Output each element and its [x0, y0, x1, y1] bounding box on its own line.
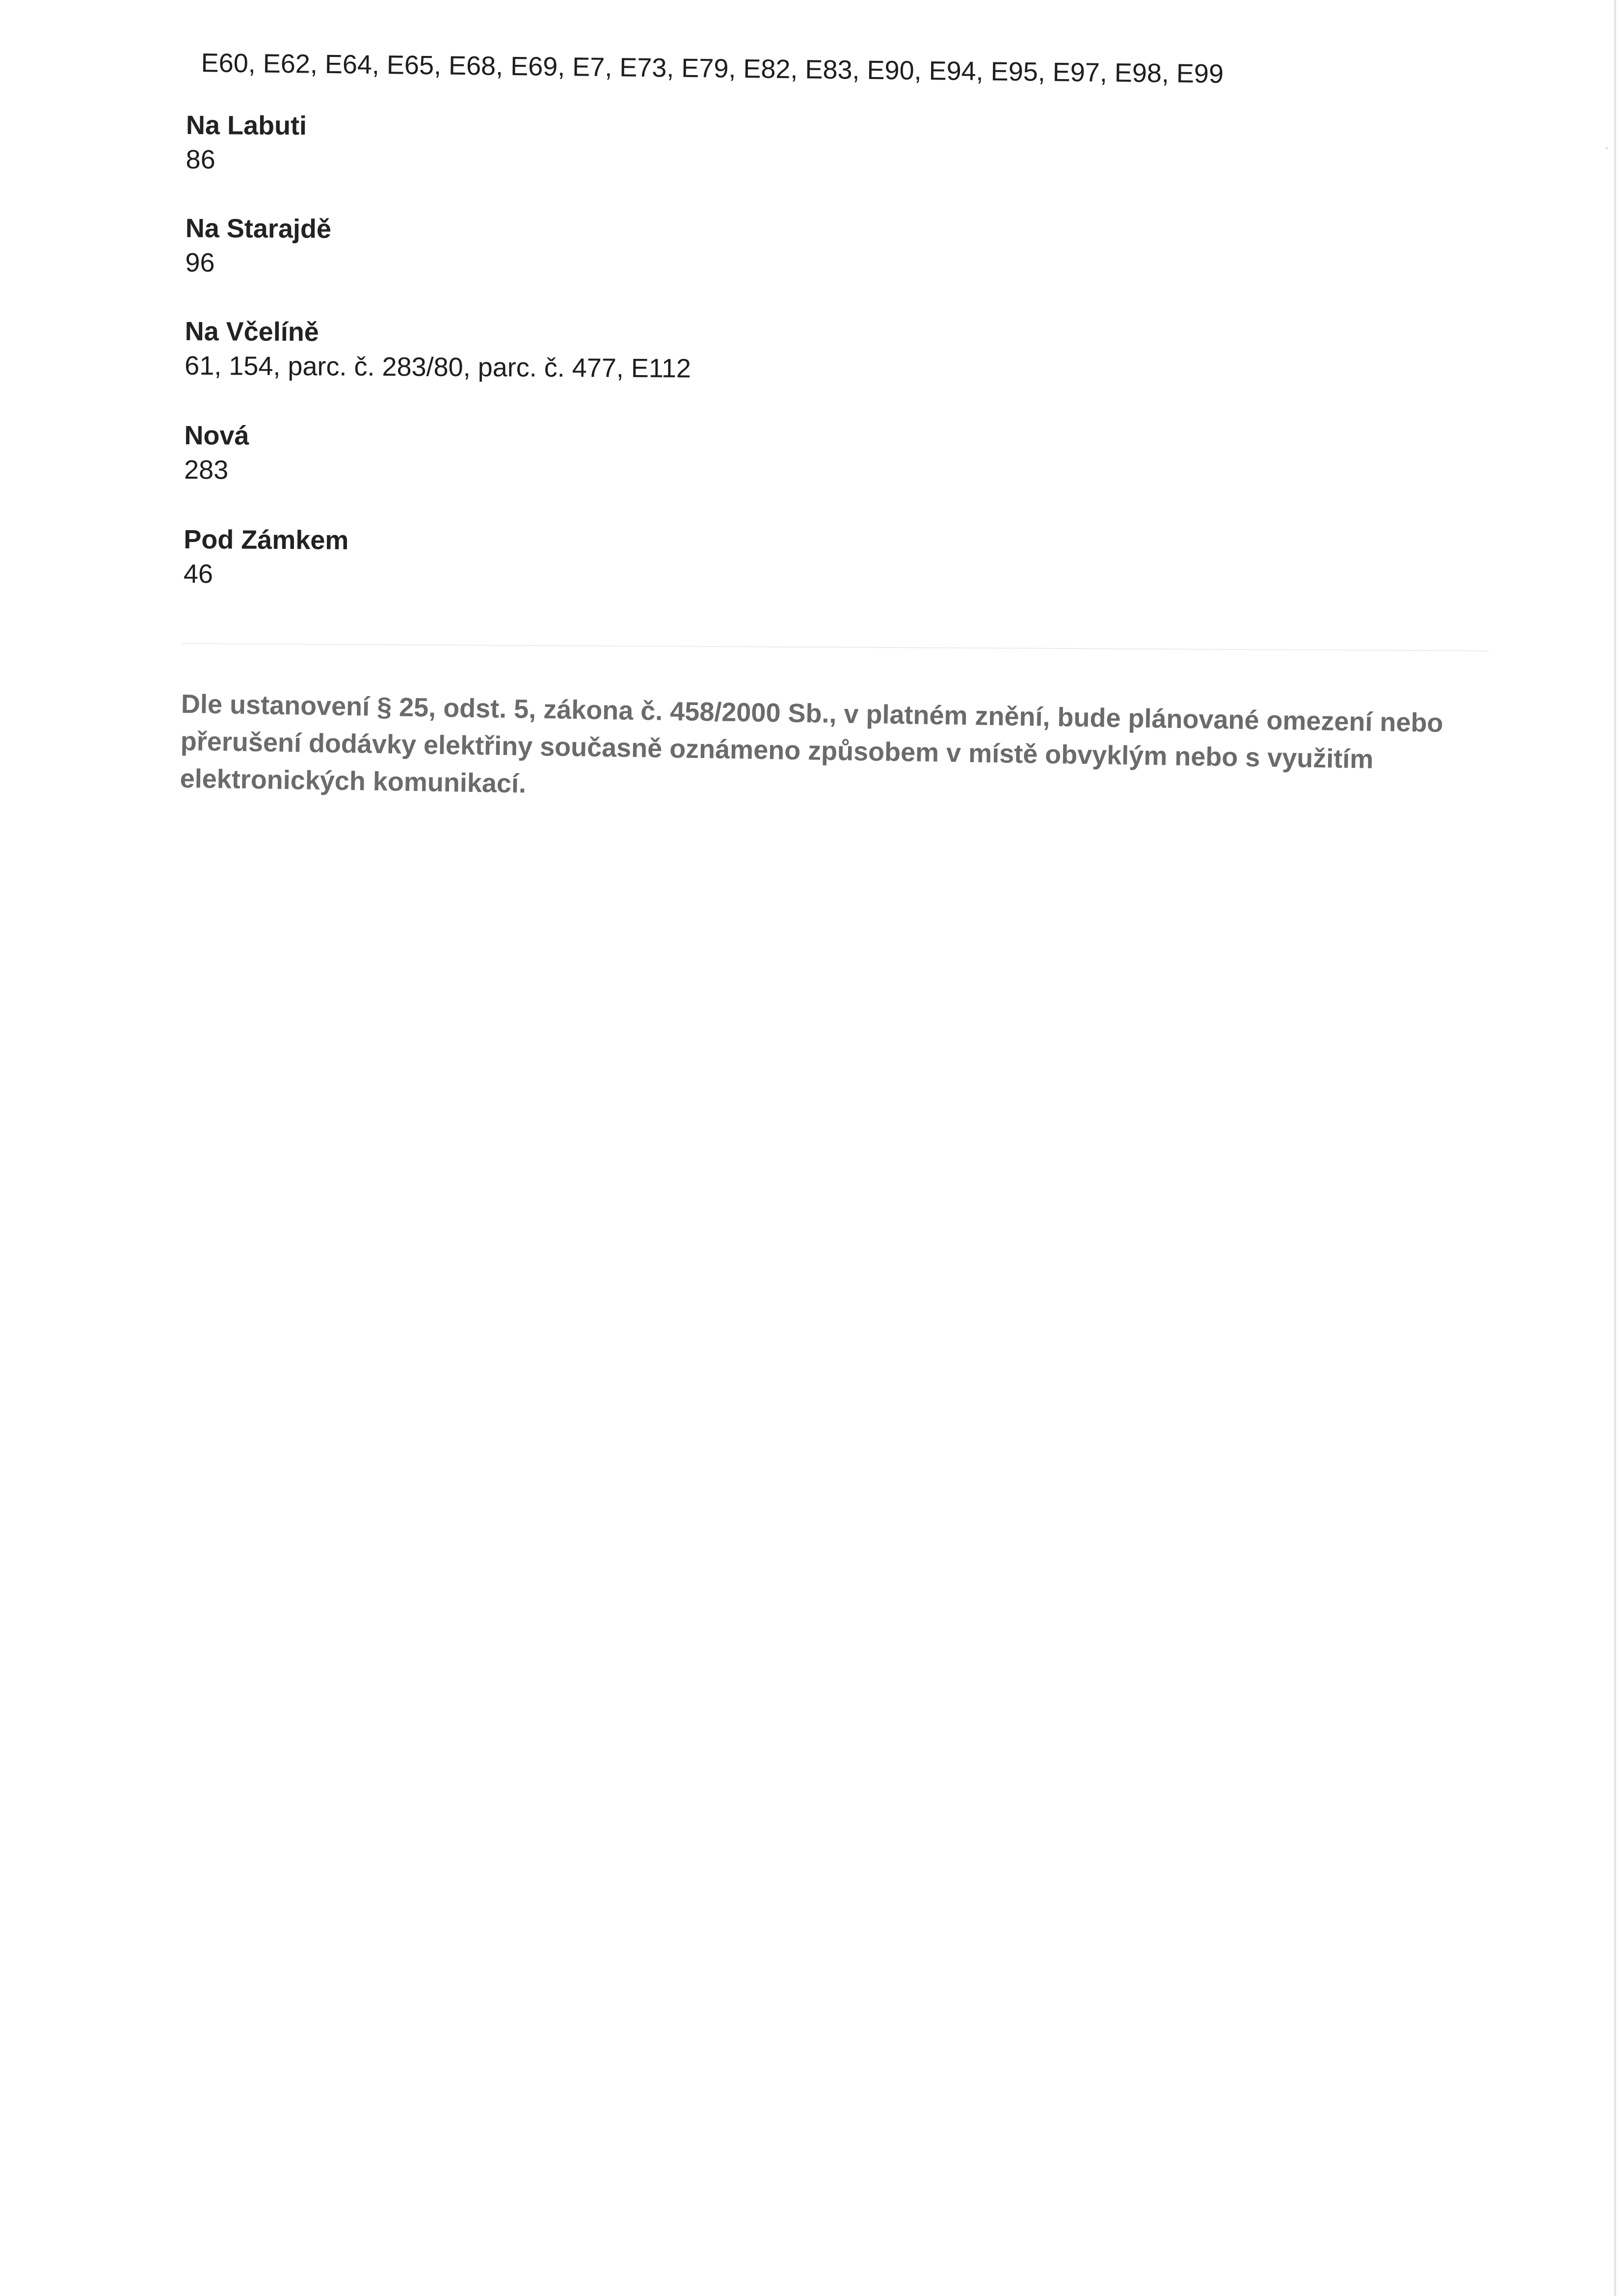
- legal-notice: Dle ustanovení § 25, odst. 5, zákona č. 458/2000 Sb., v platném znění, bude plánované omezení nebo přerušení dodávky elektřiny současně oznámeno způsobem v místě obvyklým nebo s využitím elektronických komunikací.: [180, 689, 1444, 799]
- street-entry-nova: [184, 418, 1264, 493]
- street-entry-na-veline: [185, 314, 1265, 389]
- street-name: Na Včelíně: [185, 316, 319, 347]
- scan-page-edge: [1614, 0, 1616, 2296]
- street-entry-na-starajde: [185, 211, 1265, 286]
- street-house-numbers: 61, 154, parc. č. 283/80, parc. č. 477, E112: [185, 351, 692, 383]
- section-divider: [183, 643, 1489, 651]
- street-name: Nová: [184, 420, 249, 451]
- street-house-numbers: 86: [186, 144, 215, 175]
- document-content: [180, 39, 1512, 799]
- street-name: Na Starajdě: [185, 213, 332, 244]
- scan-artifact-dot: [1606, 147, 1608, 149]
- street-entry-pod-zamkem: [184, 522, 1264, 597]
- street-name: Na Labuti: [186, 110, 307, 141]
- street-house-numbers: 283: [184, 455, 229, 485]
- street-name: Pod Zámkem: [184, 524, 349, 555]
- street-entry-na-labuti: [186, 108, 1266, 183]
- street-house-numbers: 96: [185, 247, 215, 278]
- address-codes-line: E60, E62, E64, E65, E68, E69, E7, E73, E79, E82, E83, E90, E94, E95, E97, E98, E99: [201, 48, 1224, 89]
- street-house-numbers: 46: [183, 559, 213, 589]
